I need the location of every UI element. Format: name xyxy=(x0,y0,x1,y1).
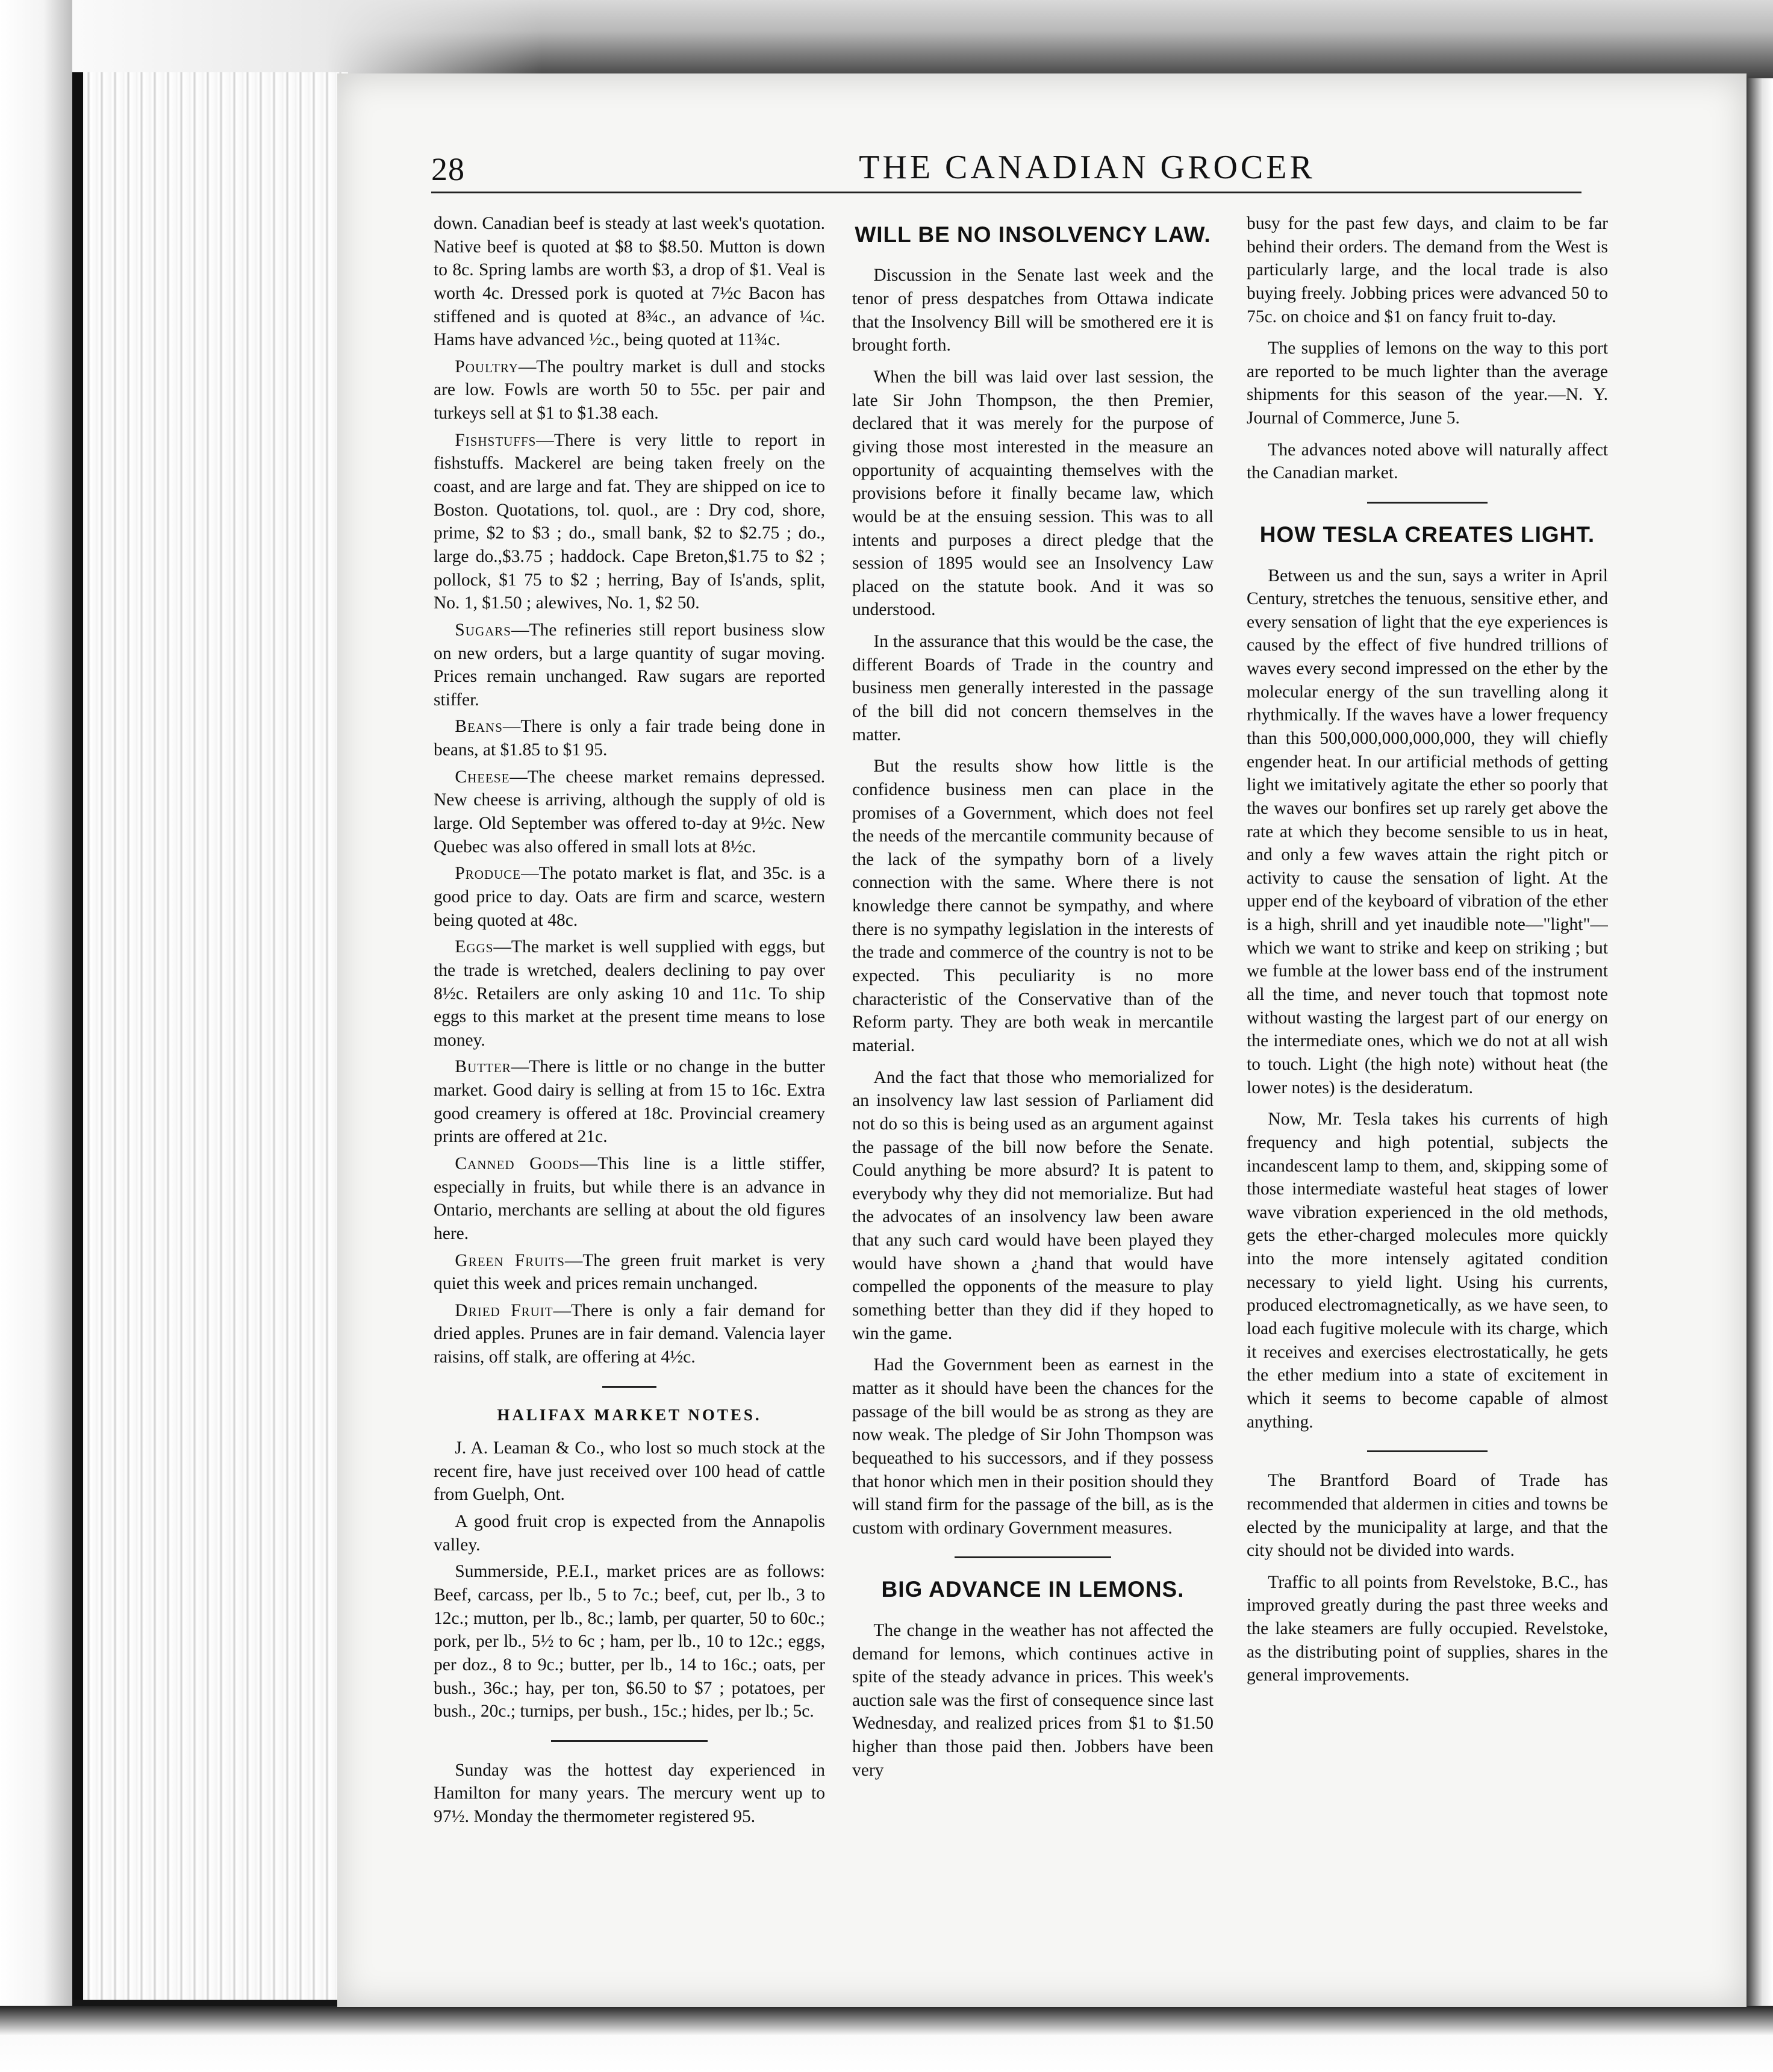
tesla-paragraph: Now, Mr. Tesla takes his currents of high frequency and high potential, subjects the incandescent lamp to them, and, skipping some of those intermediate wasteful heat stages of lower wave vibration experienced in the old methods, gets the ether-charged molecules more quickly into the more intensely agitated condition necessary to yield light. Using his currents, produced electromagnetically, as we have seen, to load each fugitive molecule with its charge, which it receives and exercises electrostatically, he gets the ether medium into a state of excitement in which it seems to become capable of almost anything. xyxy=(1247,1109,1608,1432)
fishstuffs-text: —There is very little to report in fishstuffs. Mackerel are being taken freely on the coast, and are large and fat. They are shipped on ice to Boston. Quotations, tol. quol., are : Dry cod, shore, prime, $2 to $3 ; do., small bank, $2 to $2.75 ; do., large do.,$3.75 ; haddock. Cape Breton,$1.75 to $2 ; pollock, $1 75 to $2 ; herring, Bay of Is'ands, split, No. 1, $1.50 ; alewives, No. 1, $2 50. xyxy=(434,430,825,613)
lemons-paragraph: The change in the weather has not affected the demand for lemons, which continues active in spite of the steady advance in prices. This week's auction sale was the first of consequence since last Wednesday, and realized prices from $1 to $1.50 higher than those paid then. Jobbers have been very xyxy=(852,1620,1214,1780)
halifax-paragraph: A good fruit crop is expected from the Annapolis valley. xyxy=(434,1512,825,1555)
halifax-heading: HALIFAX MARKET NOTES. xyxy=(497,1405,762,1424)
butter-text: —There is little or no change in the butter market. Good dairy is selling at from 15 to 16c. Extra good creamery is offered at 18c. Provincial creamery prints are offered at 21c. xyxy=(434,1057,825,1147)
insolvency-heading: WILL BE NO INSOLVENCY LAW. xyxy=(855,222,1211,247)
lemons-continued-paragraph: The advances noted above will naturally affect the Canadian market. xyxy=(1247,440,1608,483)
section-divider xyxy=(1367,502,1488,504)
tesla-paragraph: Between us and the sun, says a writer in April Century, stretches the tenuous, sensitive ether, and every sensation of light that the eye experiences is caused by the effect of five hundred trillions of waves every second impressed on the ether by the molecular energy of the sun travelling along it rhythmically. If the waves have a lower frequency than this 500,000,000,000,000, they will chiefly engender heat. In our artificial methods of getting light we imitatively agitate the ether so poorly that the waves our bonfires set up rarely get above the rate at which they become sensible to us in heat, and only a few waves attain the right pitch or activity to cause the sensation of light. At the upper end of the keyboard of vibration of the ether is a high, shrill and yet inaudible note—"light"—which we want to strike and keep on striking ; but we fumble at the lower bass end of the instrument all the time, and never touch that topmost note without wasting the largest part of our energy on the intermediate ones, which we do not at all wish to touch. Light (the high note) without heat (the lower notes) is the desideratum. xyxy=(1247,566,1608,1097)
cheese-lead: Cheese xyxy=(455,767,510,787)
section-divider xyxy=(955,1556,1111,1558)
canned-goods-lead: Canned Goods xyxy=(455,1153,580,1173)
book-page-edges xyxy=(72,72,348,2000)
produce-lead: Produce xyxy=(455,864,522,884)
section-divider xyxy=(551,1740,708,1742)
dried-fruit-paragraph xyxy=(434,1299,825,1369)
tesla-heading: HOW TESLA CREATES LIGHT. xyxy=(1259,522,1595,548)
green-fruits-paragraph xyxy=(434,1249,825,1296)
poultry-text: —The poultry market is dull and stocks are low. Fowls are worth 50 to 55c. per pair and turkeys sell at $1 to $1.38 each. xyxy=(434,357,825,423)
produce-paragraph xyxy=(434,862,825,932)
market-intro-paragraph: down. Canadian beef is steady at last week's quotation. Native beef is quoted at $8 to $8.50. Mutton is down to 8c. Spring lambs are worth $3, a drop of $1. Veal is worth 4c. Dressed pork is quoted at 7½c Bacon has stiffened and is quoted at 8¾c., an advance of ¼c. Hams have advanced ½c., being quoted at 11¾c. xyxy=(434,214,825,350)
scan-top-shadow xyxy=(0,0,1773,78)
scan-left-margin xyxy=(0,0,72,2072)
fishstuffs-lead: Fishstuffs xyxy=(455,430,537,450)
lemons-heading: BIG ADVANCE IN LEMONS. xyxy=(881,1577,1185,1602)
insolvency-paragraph: Had the Government been as earnest in the matter as it should have been the chances for the passage of the bill would be as strong as they are now weak. The pledge of Sir John Thompson was bequeathed to his successors, and if they possess that honor which men in their position should they will stand firm for the passage of the bill, as is the custom with ordinary Government measures. xyxy=(852,1355,1214,1538)
column-middle xyxy=(852,212,1214,1989)
halifax-paragraph: J. A. Leaman & Co., who lost so much stock at the recent fire, have just received over 100 head of cattle from Guelph, Ont. xyxy=(434,1438,825,1505)
butter-lead: Butter xyxy=(455,1057,511,1077)
column-right xyxy=(1247,212,1608,1989)
dried-fruit-lead: Dried Fruit xyxy=(455,1300,553,1320)
poultry-lead: Poultry xyxy=(455,357,519,376)
section-divider xyxy=(1367,1450,1488,1452)
insolvency-paragraph: And the fact that those who memorialized for an insolvency law last session of Parliament did not do so this is being used as an argument against the passage of the bill now before the Senate. Could anything be more absurd? It is patent to everybody why they did not memorialize. But had the advocates of an insolvency law been aware that any such card would have been played they would have shown a ¿hand that would have compelled the opponents of the measure to play something better than they did if they hoped to win the game. xyxy=(852,1067,1214,1343)
eggs-text: —The market is well supplied with eggs, but the trade is wretched, dealers declining to pay over 8½c. Retailers are only asking 10 and 11c. To ship eggs to this market at the present time means to lose money. xyxy=(434,937,825,1050)
green-fruits-text: —The green fruit market is very quiet this week and prices remain unchanged. xyxy=(434,1250,825,1294)
masthead-title: THE CANADIAN GROCER xyxy=(859,149,1315,186)
lemons-continued-paragraph: The supplies of lemons on the way to this port are reported to be much lighter than the average shipments for this season of the year.—N. Y. Journal of Commerce, June 5. xyxy=(1247,339,1608,428)
eggs-lead: Eggs xyxy=(455,937,494,957)
book-right-edge xyxy=(1747,78,1773,2006)
cheese-text: —The cheese market remains depressed. New cheese is arriving, although the supply of old is large. Old September was offered to-day at 9½c. New Quebec was also offered in small lots at 8½c. xyxy=(434,767,825,857)
insolvency-paragraph: Discussion in the Senate last week and the tenor of press despatches from Ottawa indicate that the Insolvency Bill will be smothered ere it is brought forth. xyxy=(852,266,1214,355)
dried-fruit-text: —There is only a fair demand for dried apples. Prunes are in fair demand. Valencia layer raisins, off stalk, are offering at 4½c. xyxy=(434,1300,825,1367)
cheese-paragraph xyxy=(434,766,825,859)
brantford-paragraph: The Brantford Board of Trade has recommended that aldermen in cities and towns be elected by the municipality at large, and that the city should not be divided into wards. xyxy=(1247,1471,1608,1561)
eggs-paragraph xyxy=(434,935,825,1052)
canned-goods-text: —This line is a little stiffer, especially in fruits, but while there is an advance in Ontario, merchants are selling at about the old figures here. xyxy=(434,1153,825,1243)
beans-text: —There is only a fair trade being done in beans, at $1.85 to $1 95. xyxy=(434,717,825,760)
insolvency-paragraph: When the bill was laid over last session, the late Sir John Thompson, the then Premier, declared that it was merely for the purpose of giving those most interested in the measure an opportunity of acquainting themselves with the provisions before it finally became law, which would be at the ensuing session. This was to all intents and purposes a direct pledge that the session of 1895 would see an Insolvency Law placed on the statute book. And it was so understood. xyxy=(852,367,1214,620)
sugars-lead: Sugars xyxy=(455,620,511,640)
lemons-continued-paragraph: busy for the past few days, and claim to be far behind their orders. The demand from the West is particularly large, and the local trade is also buying freely. Jobbing prices were advanced 50 to 75c. on choice and $1 on fancy fruit to-day. xyxy=(1247,214,1608,326)
insolvency-paragraph: In the assurance that this would be the case, the different Boards of Trade in the country and business men generally interested in the passage of the bill did not concern themselves in the matter. xyxy=(852,632,1214,744)
butter-paragraph xyxy=(434,1055,825,1149)
insolvency-paragraph: But the results show how little is the confidence business men can place in the promises of a Government, which does not feel the needs of the mercantile community because of the lack of the sympathy born of a lively connection with the same. Where there is not knowledge there cannot be sympathy, and where there is no sympathy legislation in the interests of the trade and commerce of the country is not to be expected. This peculiarity is no more characteristic of the Conservative than of the Reform party. They are both weak in mercantile material. xyxy=(852,757,1214,1055)
sugars-text: —The refineries still report business slow on new orders, but a large quantity of sugar moving. Prices remain unchanged. Raw sugars are reported stiffer. xyxy=(434,620,825,710)
page-header xyxy=(337,73,1747,212)
green-fruits-lead: Green Fruits xyxy=(455,1250,565,1270)
beans-lead: Beans xyxy=(455,717,503,737)
halifax-paragraph: Summerside, P.E.I., market prices are as follows: Beef, carcass, per lb., 5 to 7c.; beef, cut, per lb., 3 to 12c.; mutton, per lb., 8c.; lamb, per quarter, 50 to 60c.; pork, per lb., 5½ to 6c ; ham, per lb., 10 to 12c.; eggs, per doz., 8 to 9c.; butter, per lb., 14 to 16c.; oats, per bush., 36c.; hay, per ton, $6.50 to $7 ; potatoes, per bush., 20c.; turnips, per bush., 15c.; hides, per lb.; 5c. xyxy=(434,1562,825,1721)
beans-paragraph xyxy=(434,715,825,761)
scan-bottom-margin xyxy=(0,2006,1773,2072)
newspaper-page xyxy=(337,73,1747,2007)
column-left xyxy=(434,212,825,1989)
canned-goods-paragraph xyxy=(434,1152,825,1246)
revelstoke-paragraph: Traffic to all points from Revelstoke, B.C., has improved greatly during the past three weeks and the lake steamers are fully occupied. Revelstoke, as the distributing point of supplies, shares in the general improvements. xyxy=(1247,1572,1608,1685)
hamilton-heat-paragraph: Sunday was the hottest day experienced in Hamilton for many years. The mercury went up to 97½. Monday the thermometer registered 95. xyxy=(434,1760,825,1827)
poultry-paragraph xyxy=(434,355,825,425)
section-divider xyxy=(602,1386,656,1388)
header-rule xyxy=(431,192,1581,193)
sugars-paragraph xyxy=(434,619,825,712)
fishstuffs-paragraph xyxy=(434,429,825,615)
produce-text: —The potato market is flat, and 35c. is a good price to day. Oats are firm and scarce, western being quoted at 48c. xyxy=(434,864,825,930)
page-number: 28 xyxy=(431,151,465,187)
